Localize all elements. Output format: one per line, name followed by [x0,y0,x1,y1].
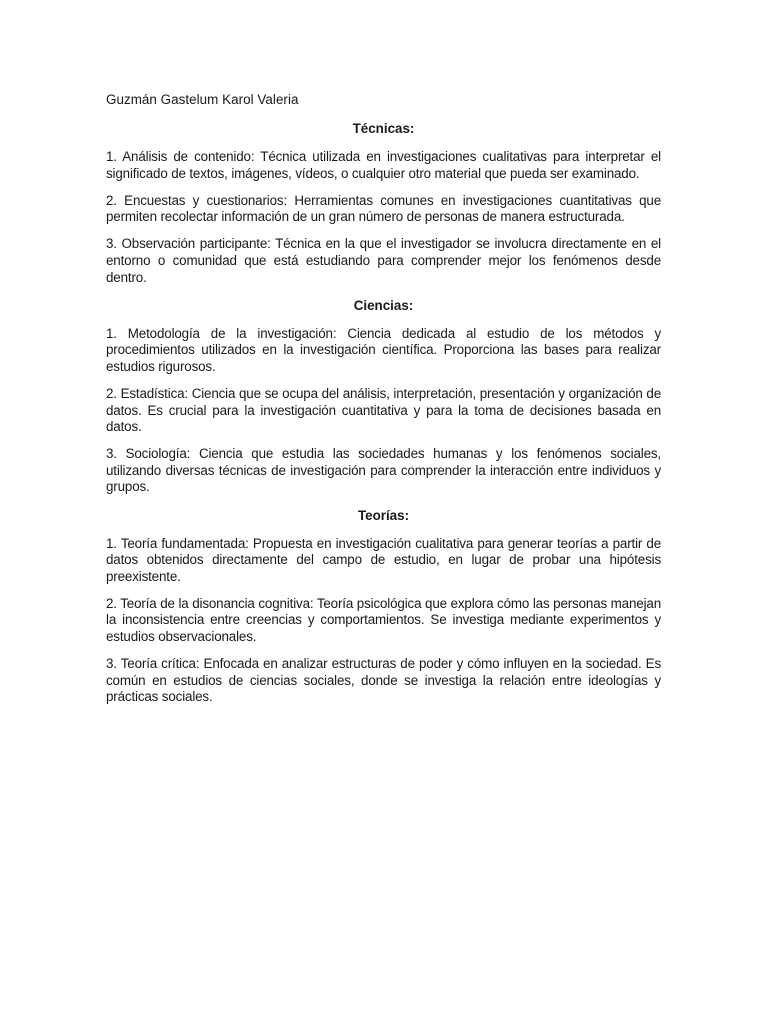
document-page [106,91,661,716]
list-item: 1. Análisis de contenido: Técnica utilizada en investigaciones cualitativas para interpretar el significado de textos, imágenes, vídeos, o cualquier otro material que pueda ser examinado. [106,149,661,181]
section-ciencias [106,297,661,496]
section-heading: Teorías: [357,507,410,523]
list-item: 3. Sociología: Ciencia que estudia las sociedades humanas y los fenómenos sociales, utilizando diversas técnicas de investigación para comprender la interacción entre individuos y grupos. [106,446,661,495]
author-name: Guzmán Gastelum Karol Valeria [106,92,299,107]
section-tecnicas [106,120,661,286]
list-item: 2. Encuestas y cuestionarios: Herramientas comunes en investigaciones cuantitativas que permiten recolectar información de un gran número de personas de manera estructurada. [106,192,661,225]
section-teorias [106,507,661,706]
section-heading: Técnicas: [352,121,415,136]
list-item: 2. Estadística: Ciencia que se ocupa del análisis, interpretación, presentación y organización de datos. Es crucial para la investigación cuantitativa y para la toma de decisiones basada en datos. [106,385,661,435]
list-item: 3. Observación participante: Técnica en la que el investigador se involucra directamente en el entorno o comunidad que está estudiando para comprender mejor los fenómenos desde dentro. [106,236,661,285]
list-item: 1. Metodología de la investigación: Ciencia dedicada al estudio de los métodos y procedimientos utilizados en la investigación científica. Proporciona las bases para realizar estudios rigurosos. [106,325,661,374]
section-heading: Ciencias: [353,297,414,313]
list-item: 2. Teoría de la disonancia cognitiva: Teoría psicológica que explora cómo las personas manejan la inconsistencia entre creencias y comportamientos. Se investiga mediante experimentos y estudios observacionales. [106,595,661,644]
list-item: 1. Teoría fundamentada: Propuesta en investigación cualitativa para generar teorías a partir de datos obtenidos directamente del campo de estudio, en lugar de probar una hipótesis preexistente. [106,535,661,584]
list-item: 3. Teoría crítica: Enfocada en analizar estructuras de poder y cómo influyen en la sociedad. Es común en estudios de ciencias sociales, donde se investiga la relación entre ideologías y prácticas sociales. [106,656,661,705]
